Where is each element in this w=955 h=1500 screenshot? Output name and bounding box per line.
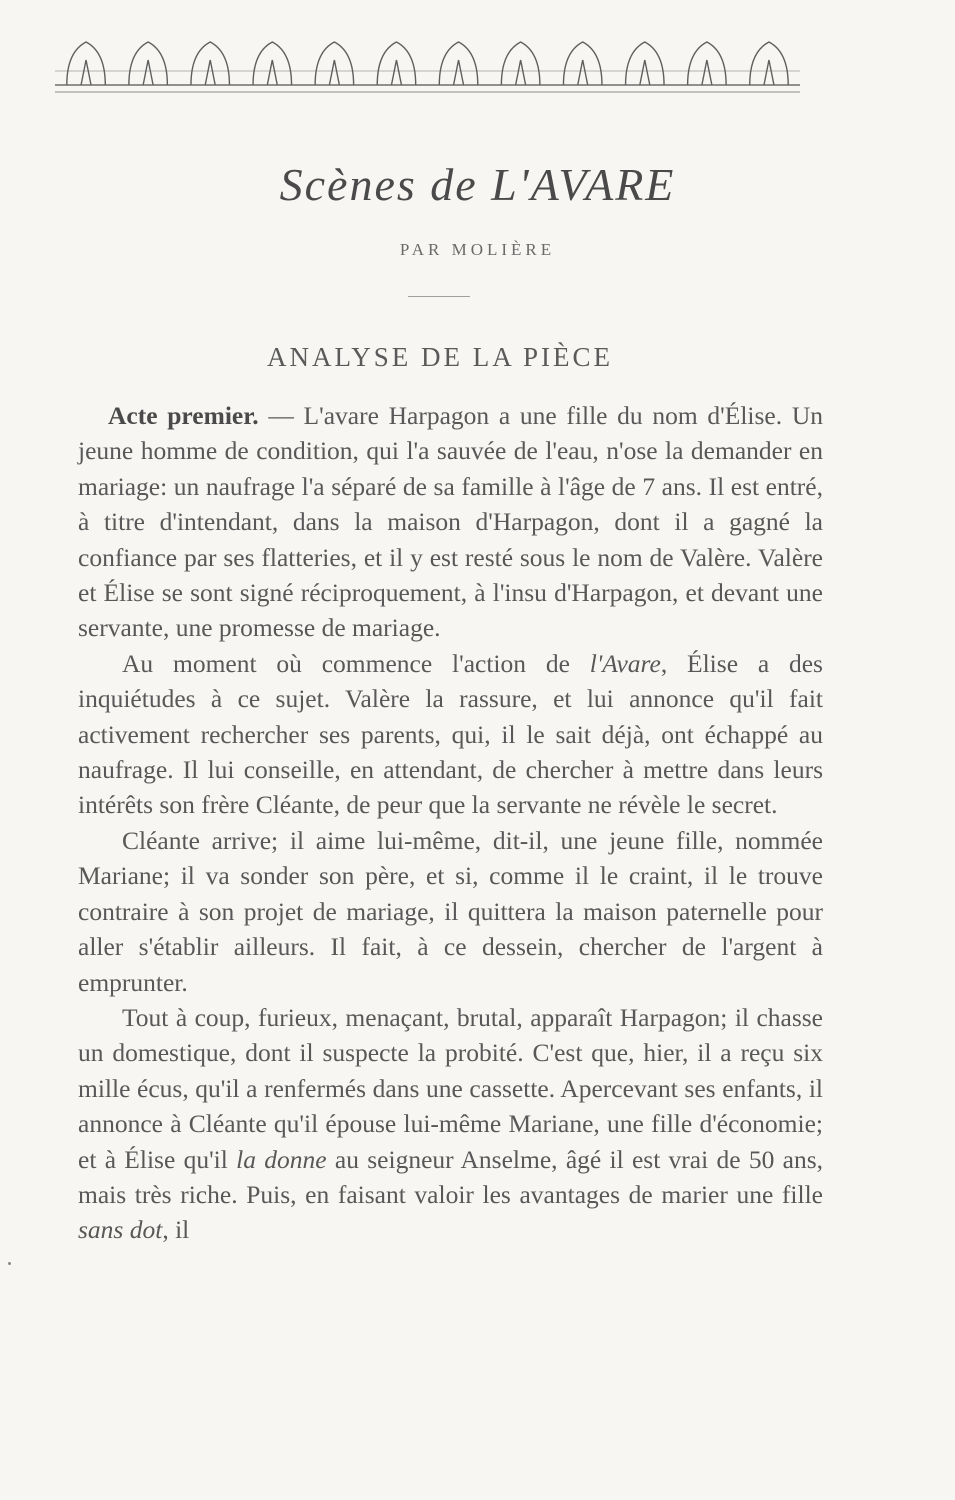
- author-byline: PAR MOLIÈRE: [399, 240, 556, 259]
- section-heading: ANALYSE DE LA PIÈCE: [266, 342, 614, 372]
- paragraph: Tout à coup, furieux, menaçant, brutal, apparaît Harpagon; il chasse un domestique, dont il suspecte la probité. C'est que, hier, il a reçu six mille écus, qu'il a renfermés dans une cassette. Apercevant ses enfants, il annonce à Cléante qu'il épouse lui-même Mariane, une fille d'économie; et à Élise qu'il la donne au seigneur Anselme, âgé il est vrai de 50 ans, mais très riche. Puis, en faisant valoir les avantages de marier une fille sans dot, il: [78, 1002, 824, 1245]
- page-title: Scènes de L'AVARE: [279, 159, 676, 210]
- arch-motif-inner: [702, 60, 712, 85]
- arch-motif-inner: [578, 60, 588, 85]
- paragraph: Cléante arrive; il aime lui-même, dit-il, une jeune fille, nommée Mariane; il va sonder son père, et si, comme il le craint, il le trouve contraire à son projet de mariage, il quittera la maison paternelle pour aller s'établir ailleurs. Il fait, à ce dessein, chercher de l'argent à emprunter.: [78, 825, 823, 997]
- paragraph: Au moment où commence l'action de l'Avare, Élise a des inquiétudes à ce sujet. Valère la rassure, et lui annonce qu'il fait activement rechercher ses parents, qui, il le sait déjà, ont échappé au naufrage. Il lui conseille, en attendant, de chercher à mettre dans leurs intérêts son frère Cléante, de peur que la servante ne révèle le secret.: [78, 648, 823, 820]
- italic-title: l'Avare: [589, 648, 661, 678]
- arch-motif-inner: [329, 60, 339, 85]
- arch-motif-inner: [267, 60, 277, 85]
- arch-motif-inner: [143, 60, 153, 85]
- paper-speck: [8, 1262, 11, 1265]
- arch-motif-inner: [391, 60, 401, 85]
- arch-motif-inner: [516, 60, 526, 85]
- italic-phrase: la donne: [236, 1144, 327, 1174]
- paragraph-act-one: Acte premier. — L'avare Harpagon a une fille du nom d'Élise. Un jeune homme de condition, qui l'a sauvée de l'eau, n'ose la demander en mariage: un naufrage l'a séparé de sa famille à l'âge de 7 ans. Il est entré, à titre d'intendant, dans la maison d'Harpagon, dont il a gagné la confiance par ses flatteries, et il y est resté sous le nom de Valère. Valère et Élise se sont signé réciproquement, à l'insu d'Harpagon, et devant une servante, une promesse de mariage.: [78, 401, 823, 643]
- divider: [408, 296, 470, 297]
- arch-motif-inner: [454, 60, 464, 85]
- italic-phrase: sans dot: [78, 1215, 163, 1245]
- act-label: Acte premier.: [108, 401, 259, 430]
- arch-motif-inner: [640, 60, 650, 85]
- arch-motif-inner: [205, 60, 215, 85]
- arch-motif-inner: [81, 60, 91, 85]
- analysis-text: [78, 398, 823, 1248]
- arch-motif-inner: [764, 60, 774, 85]
- header-ornament-icon: [55, 30, 800, 100]
